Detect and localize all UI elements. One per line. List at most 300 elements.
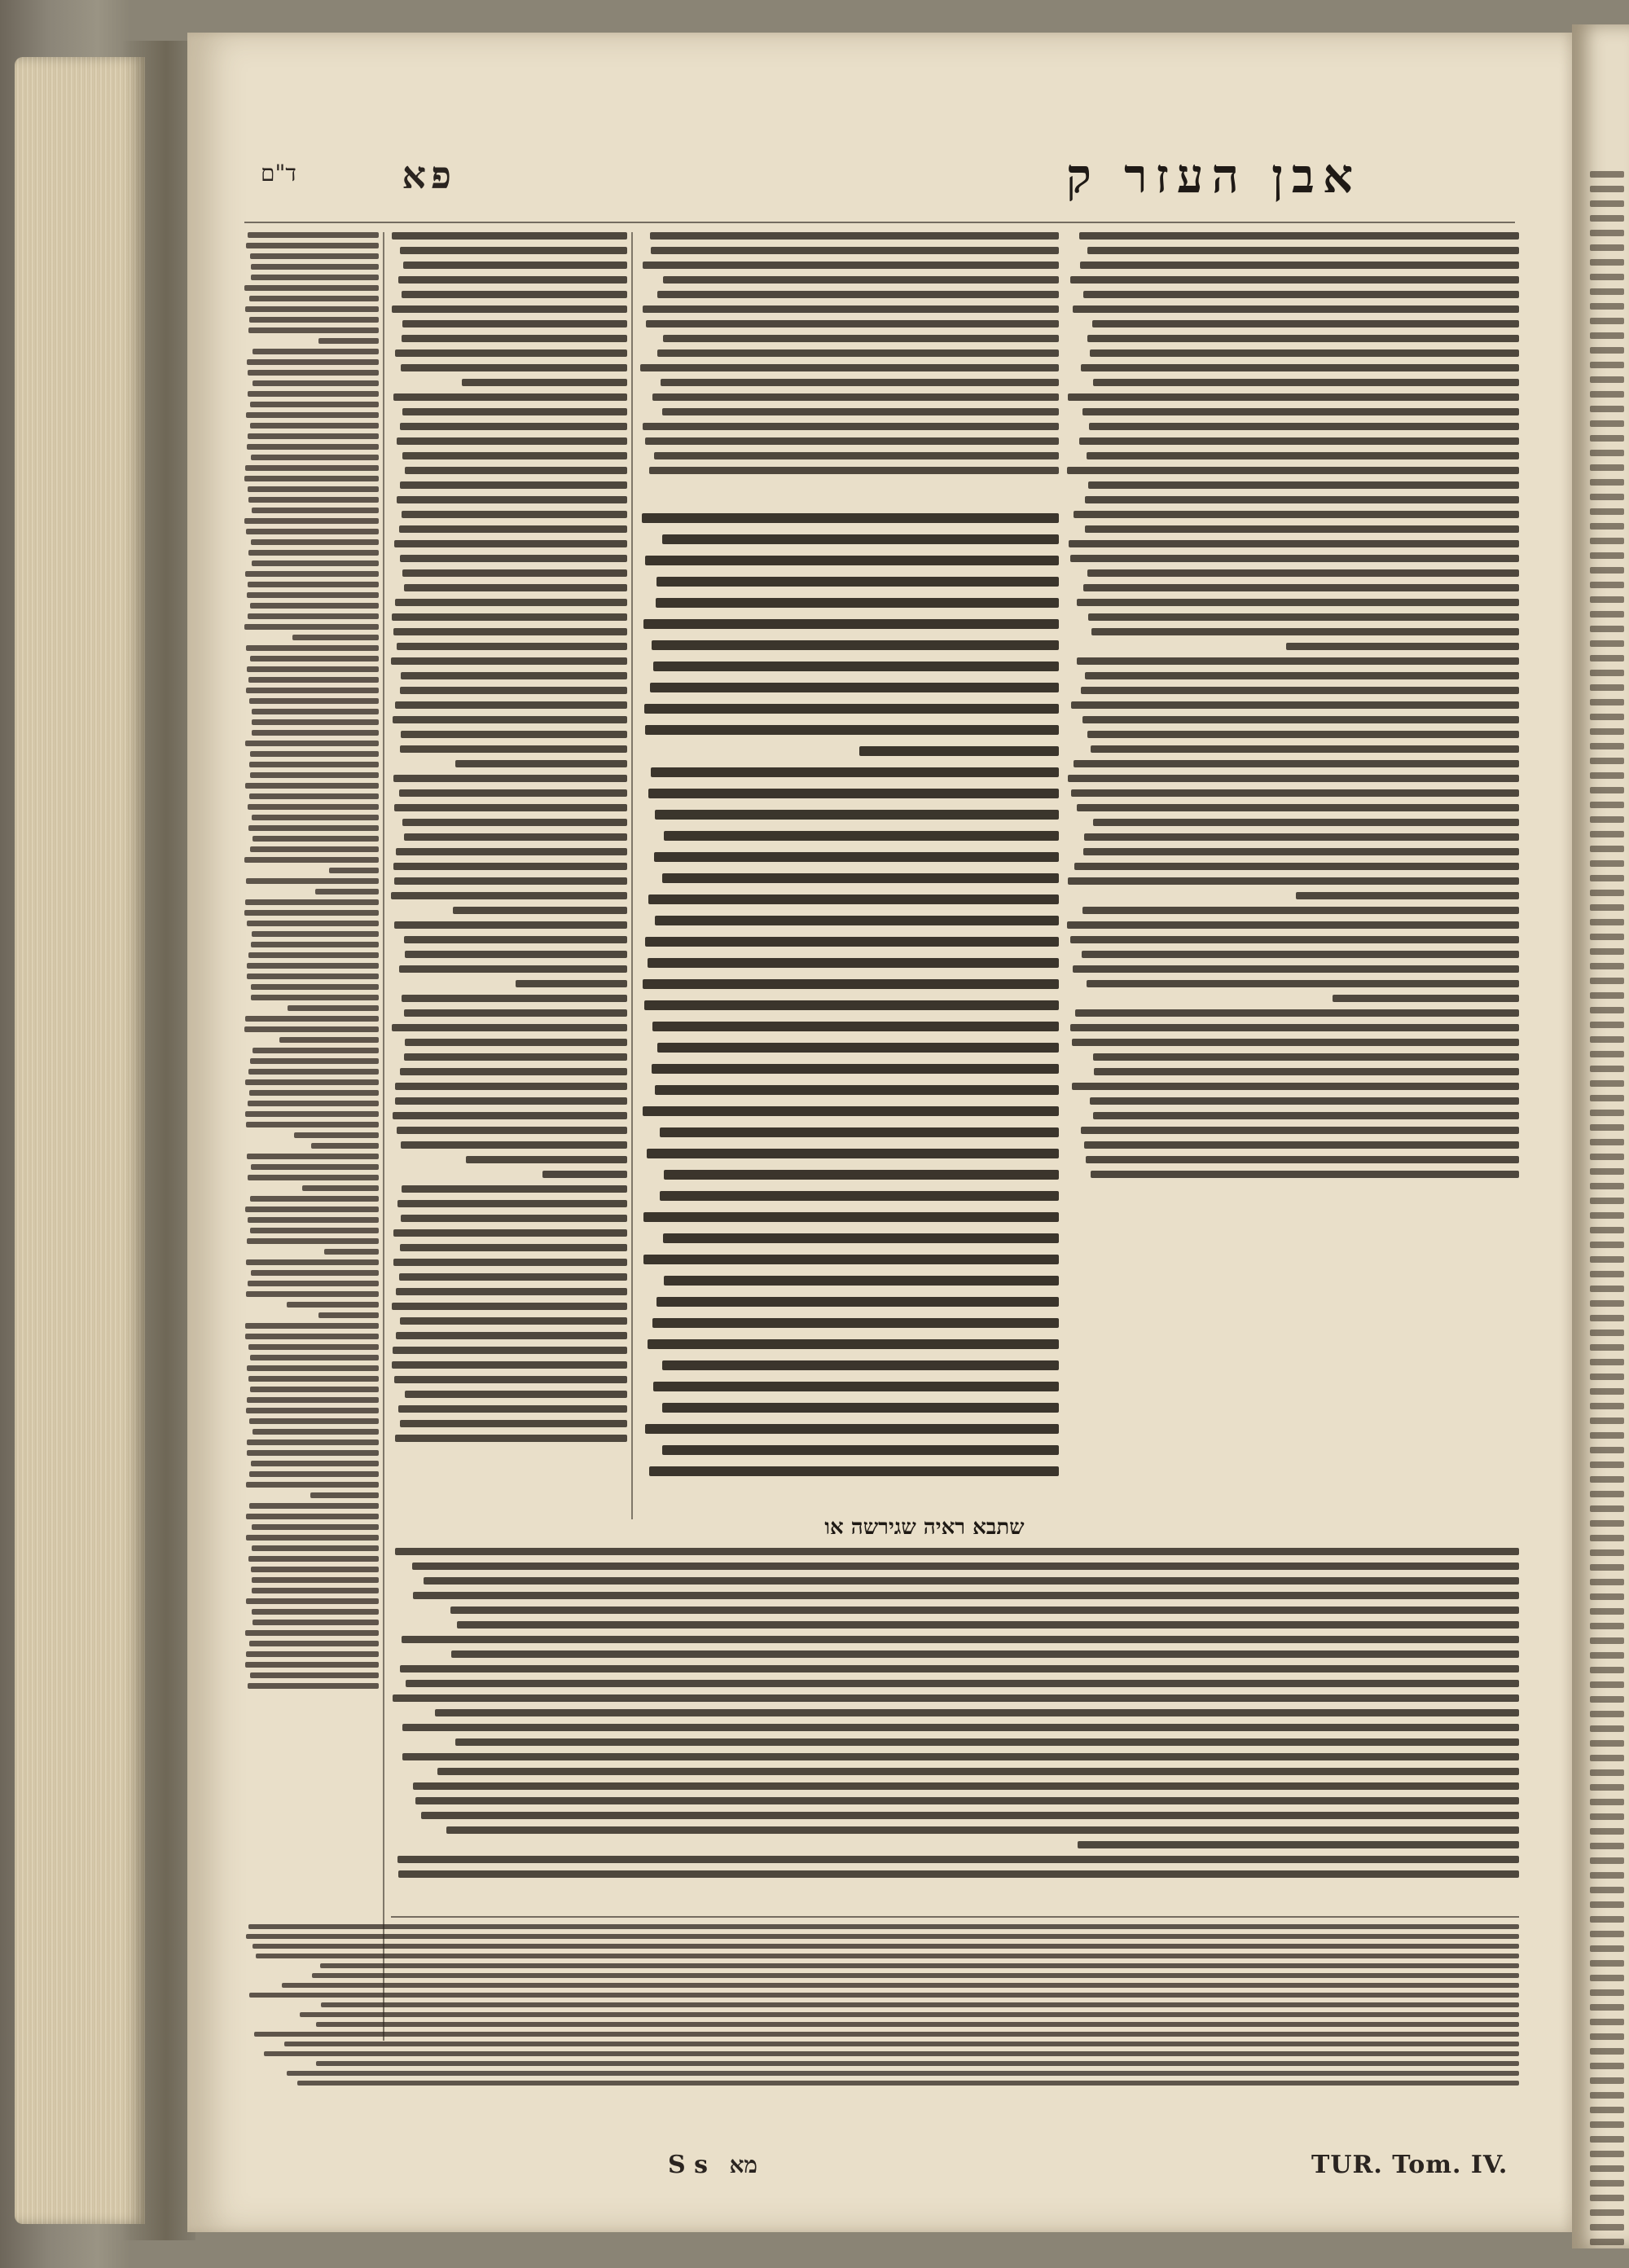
text-line xyxy=(252,1048,379,1053)
text-line xyxy=(251,1270,379,1276)
text-line xyxy=(284,2042,1519,2046)
text-line xyxy=(245,306,379,312)
text-line xyxy=(252,1545,379,1551)
text-line xyxy=(648,958,1059,968)
text-line xyxy=(252,709,379,714)
text-line xyxy=(405,1391,627,1398)
text-line xyxy=(642,513,1059,523)
text-line xyxy=(1590,1872,1624,1879)
text-line xyxy=(279,1037,379,1043)
text-line xyxy=(252,1524,379,1530)
text-line xyxy=(246,243,379,248)
text-line xyxy=(664,1170,1059,1180)
text-line xyxy=(1590,640,1624,647)
text-line xyxy=(643,305,1059,313)
text-line xyxy=(398,1870,1519,1878)
signature-letters: S s xyxy=(668,2151,708,2179)
text-line xyxy=(245,1334,379,1339)
text-line xyxy=(1077,599,1519,606)
text-line xyxy=(404,584,627,591)
gutter-shadow xyxy=(122,41,195,2240)
text-line xyxy=(1590,1007,1624,1013)
text-line xyxy=(1085,672,1519,679)
text-line xyxy=(1074,863,1519,870)
text-line xyxy=(246,529,379,534)
text-line xyxy=(246,1514,379,1519)
text-line xyxy=(249,317,379,323)
text-line xyxy=(248,232,379,238)
text-line xyxy=(1590,890,1624,896)
text-line xyxy=(1093,379,1519,386)
text-line xyxy=(251,995,379,1000)
text-line xyxy=(1590,934,1624,940)
text-line xyxy=(252,836,379,842)
text-line xyxy=(250,846,379,852)
text-line xyxy=(1074,511,1519,518)
text-line xyxy=(404,1053,627,1061)
text-line xyxy=(251,1461,379,1466)
text-line xyxy=(244,285,379,291)
text-line xyxy=(250,656,379,662)
text-line xyxy=(395,1435,627,1442)
text-line xyxy=(1590,1931,1624,1937)
text-line xyxy=(662,873,1059,883)
text-line xyxy=(404,1009,627,1017)
text-line xyxy=(1590,1799,1624,1805)
text-line xyxy=(1590,171,1624,178)
text-line xyxy=(247,1439,379,1445)
text-line xyxy=(249,793,379,799)
text-line xyxy=(399,525,627,533)
text-line xyxy=(1067,921,1519,929)
text-line xyxy=(1590,875,1624,881)
text-line xyxy=(455,760,627,767)
text-line xyxy=(1087,731,1519,738)
text-line xyxy=(248,1281,379,1286)
text-line xyxy=(310,1492,379,1498)
text-line xyxy=(1590,1843,1624,1849)
text-line xyxy=(661,379,1059,386)
text-line xyxy=(1590,435,1624,442)
text-line xyxy=(1590,1505,1624,1512)
text-line xyxy=(1590,1110,1624,1116)
signature-mark xyxy=(668,2151,757,2179)
text-line xyxy=(288,1005,379,1011)
text-line xyxy=(248,433,379,439)
text-line xyxy=(247,974,379,979)
text-line xyxy=(1093,819,1519,826)
folio-number: ד"ם xyxy=(261,160,296,187)
text-line xyxy=(1590,538,1624,544)
text-line xyxy=(1590,1960,1624,1967)
text-line xyxy=(645,556,1059,565)
text-line xyxy=(1590,1549,1624,1556)
text-line xyxy=(1590,1887,1624,1893)
text-line xyxy=(1590,582,1624,588)
text-line xyxy=(1083,291,1519,298)
text-line xyxy=(1590,2136,1624,2143)
text-line xyxy=(395,349,627,357)
text-line xyxy=(647,1149,1059,1158)
text-line xyxy=(643,423,1059,430)
text-line xyxy=(654,452,1059,459)
text-line xyxy=(1071,701,1519,709)
text-line xyxy=(315,889,379,894)
text-line xyxy=(248,1101,379,1106)
text-line xyxy=(1590,1916,1624,1923)
text-line xyxy=(247,1365,379,1371)
text-line xyxy=(1590,2048,1624,2055)
text-line xyxy=(1082,951,1519,958)
text-line xyxy=(297,2081,1519,2086)
text-line xyxy=(643,979,1059,989)
text-line xyxy=(1590,1696,1624,1703)
text-line xyxy=(644,704,1059,714)
text-line xyxy=(1590,1403,1624,1409)
text-line xyxy=(1286,643,1519,650)
text-line xyxy=(1590,963,1624,969)
text-line xyxy=(1590,230,1624,236)
text-line xyxy=(516,980,627,987)
text-line xyxy=(392,305,627,313)
text-line xyxy=(1090,349,1519,357)
text-line xyxy=(1070,1024,1519,1031)
text-line xyxy=(399,789,627,797)
text-line xyxy=(394,877,627,885)
text-line xyxy=(1084,1141,1519,1149)
text-line xyxy=(1087,569,1519,577)
text-line xyxy=(1590,1945,1624,1952)
text-line xyxy=(246,1598,379,1604)
column-divider xyxy=(631,232,633,1519)
text-line xyxy=(1087,980,1519,987)
text-line xyxy=(662,1360,1059,1370)
text-line xyxy=(402,511,627,518)
text-line xyxy=(643,262,1059,269)
text-line xyxy=(656,1297,1059,1307)
text-line xyxy=(1094,1068,1519,1075)
text-line xyxy=(1590,1711,1624,1717)
text-line xyxy=(1590,2195,1624,2201)
text-line xyxy=(250,1387,379,1392)
header-rule xyxy=(244,222,1515,223)
text-line xyxy=(1590,684,1624,691)
text-line xyxy=(1590,1139,1624,1145)
text-line xyxy=(645,1424,1059,1434)
text-line xyxy=(1590,699,1624,705)
text-line xyxy=(446,1826,1519,1834)
text-line xyxy=(1069,540,1519,547)
left-commentary-column xyxy=(391,232,627,1519)
text-line xyxy=(392,1303,627,1310)
volume-label: TUR. Tom. IV. xyxy=(1311,2151,1508,2179)
text-line xyxy=(1333,995,1519,1002)
text-line xyxy=(244,518,379,524)
text-line xyxy=(252,1944,1519,1949)
book-page xyxy=(187,33,1572,2232)
folio-hebrew: פא xyxy=(402,153,456,197)
text-line xyxy=(1590,1975,1624,1981)
text-line xyxy=(1590,2063,1624,2069)
upper-center-commentary xyxy=(639,232,1059,501)
text-line xyxy=(657,291,1059,298)
text-line xyxy=(1590,1271,1624,1277)
text-line xyxy=(1091,745,1519,753)
text-line xyxy=(652,640,1059,650)
text-line xyxy=(1072,1083,1519,1090)
text-line xyxy=(1590,2077,1624,2084)
text-line xyxy=(402,1185,627,1193)
text-line xyxy=(1590,1579,1624,1585)
text-line xyxy=(252,349,379,354)
text-line xyxy=(402,320,627,327)
text-line xyxy=(245,1016,379,1022)
text-line xyxy=(1590,1491,1624,1497)
text-line xyxy=(249,1503,379,1509)
text-line xyxy=(1087,335,1519,342)
text-line xyxy=(1590,332,1624,339)
text-line xyxy=(1590,1623,1624,1629)
text-line xyxy=(437,1768,1519,1775)
text-line xyxy=(654,852,1059,862)
text-line xyxy=(643,1212,1059,1222)
text-line xyxy=(466,1156,627,1163)
text-line xyxy=(248,1175,379,1180)
text-line xyxy=(406,1680,1519,1687)
text-line xyxy=(400,745,627,753)
text-line xyxy=(247,963,379,969)
text-line xyxy=(1590,1066,1624,1072)
text-line xyxy=(1078,1841,1519,1848)
text-line xyxy=(656,598,1059,608)
text-line xyxy=(245,1111,379,1117)
text-line xyxy=(250,253,379,259)
text-line xyxy=(1590,420,1624,427)
text-line xyxy=(1590,1330,1624,1336)
text-line xyxy=(643,619,1059,629)
text-line xyxy=(657,349,1059,357)
text-line xyxy=(1590,919,1624,925)
text-line xyxy=(302,1185,379,1191)
text-line xyxy=(251,275,379,280)
text-line xyxy=(400,423,627,430)
text-line xyxy=(1590,376,1624,383)
main-text-block xyxy=(639,513,1059,1507)
text-line xyxy=(248,1556,379,1562)
text-line xyxy=(292,635,379,640)
text-line xyxy=(1590,303,1624,310)
text-line xyxy=(392,613,627,621)
text-line xyxy=(1590,904,1624,911)
text-line xyxy=(252,508,379,513)
text-line xyxy=(404,833,627,841)
text-line xyxy=(246,412,379,418)
text-line xyxy=(246,1934,1519,1939)
text-line xyxy=(316,2022,1519,2027)
text-line xyxy=(249,296,379,301)
text-line xyxy=(462,379,627,386)
text-line xyxy=(1091,628,1519,635)
text-line xyxy=(248,1344,379,1350)
text-line xyxy=(251,1164,379,1170)
text-line xyxy=(250,1672,379,1678)
text-line xyxy=(1093,1053,1519,1061)
text-line xyxy=(248,327,379,333)
text-line xyxy=(246,1651,379,1657)
text-line xyxy=(248,1924,1519,1929)
text-line xyxy=(244,624,379,630)
text-line xyxy=(248,497,379,503)
text-line xyxy=(542,1171,627,1178)
text-line xyxy=(415,1797,1519,1804)
text-line xyxy=(1590,1901,1624,1908)
text-line xyxy=(264,2051,1519,2056)
text-line xyxy=(1087,247,1519,254)
text-line xyxy=(1590,670,1624,676)
text-line xyxy=(1590,2019,1624,2025)
text-line xyxy=(1089,423,1519,430)
text-line xyxy=(1084,833,1519,841)
text-line xyxy=(248,1376,379,1382)
text-line xyxy=(245,783,379,789)
text-line xyxy=(1590,1300,1624,1307)
text-line xyxy=(1590,992,1624,999)
text-line xyxy=(402,1753,1519,1760)
text-line xyxy=(1590,1755,1624,1761)
text-line xyxy=(246,878,379,884)
text-line xyxy=(405,1039,627,1046)
text-line xyxy=(287,1302,379,1308)
text-line xyxy=(393,1259,627,1266)
text-line xyxy=(1092,320,1519,327)
text-line xyxy=(252,931,379,937)
text-line xyxy=(1070,555,1519,562)
text-line xyxy=(405,951,627,958)
text-line xyxy=(397,1200,627,1207)
text-line xyxy=(645,937,1059,947)
text-line xyxy=(252,560,379,566)
text-line xyxy=(401,1141,627,1149)
text-line xyxy=(1590,714,1624,720)
column-divider xyxy=(383,232,384,2041)
text-line xyxy=(1590,772,1624,779)
text-line xyxy=(662,534,1059,544)
lower-commentary-block xyxy=(391,1548,1519,1906)
text-line xyxy=(1088,481,1519,489)
text-line xyxy=(402,452,627,459)
text-line xyxy=(645,437,1059,445)
text-line xyxy=(1590,1315,1624,1321)
text-line xyxy=(244,476,379,481)
text-line xyxy=(396,848,627,855)
text-line xyxy=(246,1408,379,1413)
text-line xyxy=(1590,1388,1624,1395)
text-line xyxy=(247,1450,379,1456)
text-line xyxy=(252,1588,379,1593)
text-line xyxy=(1590,1652,1624,1659)
text-line xyxy=(249,1418,379,1424)
text-line xyxy=(399,965,627,973)
text-line xyxy=(453,907,627,914)
text-line xyxy=(652,1064,1059,1074)
text-line xyxy=(397,437,627,445)
text-line xyxy=(859,746,1059,756)
text-line xyxy=(394,540,627,547)
text-line xyxy=(1590,215,1624,222)
text-line xyxy=(320,1963,1519,1968)
text-line xyxy=(1083,848,1519,855)
text-line xyxy=(245,899,379,905)
text-line xyxy=(1072,1039,1519,1046)
text-line xyxy=(645,725,1059,735)
text-line xyxy=(401,731,627,738)
right-commentary-column xyxy=(1067,232,1519,1250)
text-line xyxy=(653,1382,1059,1391)
text-line xyxy=(391,892,627,899)
text-line xyxy=(324,1249,379,1255)
text-line xyxy=(1590,1740,1624,1747)
text-line xyxy=(649,1466,1059,1476)
text-line xyxy=(247,666,379,672)
text-line xyxy=(256,1954,1519,1958)
text-line xyxy=(287,2071,1519,2076)
text-line xyxy=(1590,611,1624,618)
text-line xyxy=(664,831,1059,841)
text-line xyxy=(251,264,379,270)
text-line xyxy=(401,672,627,679)
text-line xyxy=(251,942,379,947)
text-line xyxy=(392,1361,627,1369)
text-line xyxy=(1083,584,1519,591)
text-line xyxy=(393,628,627,635)
text-line xyxy=(1590,816,1624,823)
text-line xyxy=(1590,552,1624,559)
text-line xyxy=(1590,1344,1624,1351)
section-heading: שתבא ראיה שגירשה או xyxy=(824,1515,1025,1540)
text-line xyxy=(1070,276,1519,284)
text-line xyxy=(1590,626,1624,632)
text-line xyxy=(1079,437,1519,445)
text-line xyxy=(1590,479,1624,486)
text-line xyxy=(1590,2239,1624,2245)
text-line xyxy=(393,1347,627,1354)
text-line xyxy=(249,762,379,767)
text-line xyxy=(1590,274,1624,280)
text-line xyxy=(251,455,379,460)
text-line xyxy=(1590,1242,1624,1248)
text-line xyxy=(1590,1681,1624,1688)
text-line xyxy=(1590,2165,1624,2172)
text-line xyxy=(1093,1112,1519,1119)
text-line xyxy=(404,936,627,943)
text-line xyxy=(391,657,627,665)
text-line xyxy=(252,1609,379,1615)
text-line xyxy=(1590,567,1624,574)
text-line xyxy=(648,1339,1059,1349)
text-line xyxy=(398,276,627,284)
text-line xyxy=(247,444,379,450)
text-line xyxy=(403,262,627,269)
text-line xyxy=(402,995,627,1002)
text-line xyxy=(1590,846,1624,852)
text-line xyxy=(402,1636,1519,1643)
text-line xyxy=(318,338,379,344)
text-line xyxy=(1590,2092,1624,2099)
text-line xyxy=(245,465,379,471)
text-line xyxy=(662,1403,1059,1413)
facing-page-edge xyxy=(1572,24,1629,2248)
text-line xyxy=(1085,496,1519,503)
